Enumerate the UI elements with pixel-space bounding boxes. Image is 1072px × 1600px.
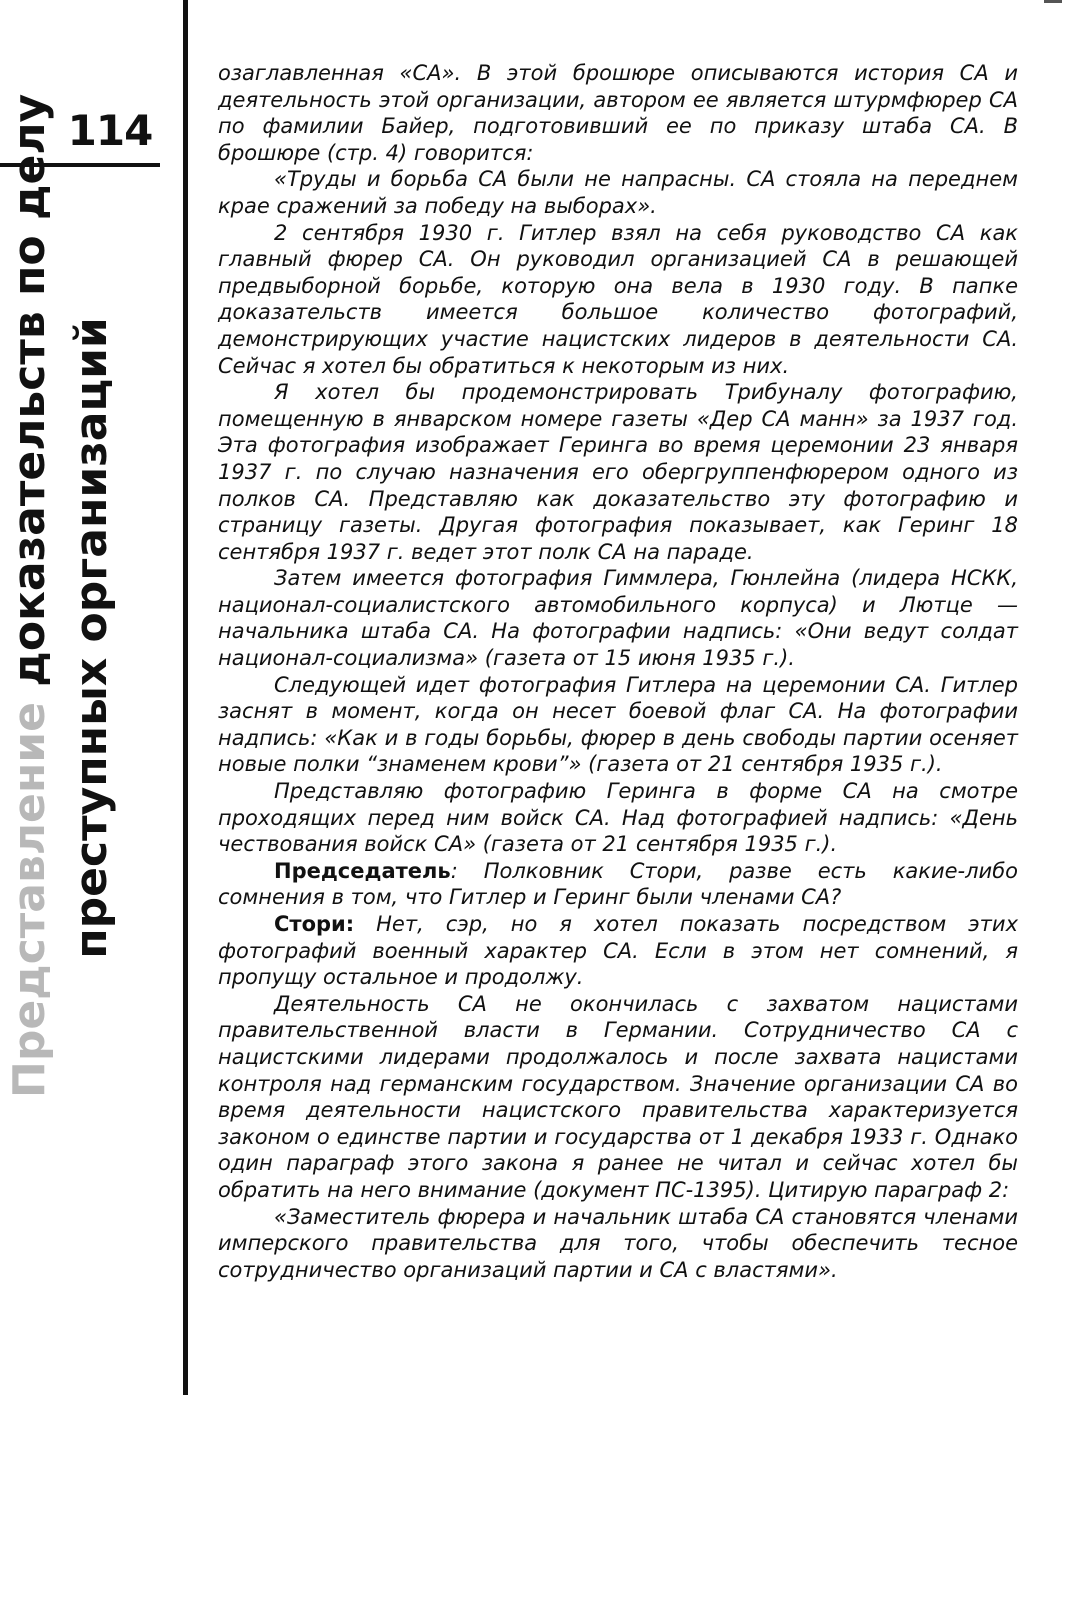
paragraph-3: 2 сентября 1930 г. Гитлер взял на себя руководство СА как главный фюрер СА. Он руководил организацией СА в решающей предвыборной борьбе, которую она вела в 1930 году. В папке доказательств имеется большое количество фотографий, демонстрирующих участие нацистских лидеров в деятельности СА. Сейчас я хотел бы обратиться к некоторым из них. [218, 220, 1018, 378]
paragraph-5: Затем имеется фотография Гиммлера, Гюнлейна (лидера НСКК, национал-социалистского автомобильного корпуса) и Лютце — начальника штаба СА. На фотографии надпись: «Они ведут солдат национал-социализма» (газета от 15 июня 1935 г.). [218, 566, 1018, 671]
paragraph-10: Деятельность СА не окончилась с захватом нацистами правительственной власти в Германии. Сотрудничество СА с нацистскими лидерами продолжалось и после захвата нацистами контроля над германским государством. Значение организации СА во время деятельности нацистского правительства характеризуется законом о единстве партии и государства от 1 декабря 1933 г. Однако один параграф этого закона я ранее не читал и сейчас хотел бы обратить на него внимание (документ ПС-1395). Цитирую параграф 2: [218, 991, 1018, 1202]
paragraph-9-text: Нет, сэр, но я хотел показать посредством этих фотографий военный характер СА. Если в этом нет сомнений, я пропущу остальное и продолжу. [218, 912, 1018, 990]
running-title-line-1 [0, 93, 61, 1098]
speaker-chairman: Председатель [274, 858, 451, 883]
paragraph-8-text: : Полковник Стори, разве есть какие-либо сомнения в том, что Гитлер и Геринг были членами СА? [218, 858, 1018, 910]
paragraph-4: Я хотел бы продемонстрировать Трибуналу фотографию, помещенную в январском номере газеты «Дер СА манн» за 1937 год. Эта фотография изображает Геринга во время церемонии 23 января 1937 г. по случаю назначения его обергруппенфюрером одного из полков СА. Представляю как доказательство эту фотографию и страницу газеты. Другая фотография показывает, как Геринг 18 сентября 1937 г. ведет этот полк СА на параде. [218, 380, 1018, 564]
running-title-line-2: преступных организаций [66, 317, 117, 959]
paragraph-1: озаглавленная «СА». В этой брошюре описываются история СА и деятельность этой организации, автором ее является штурмфюрер СА по фамилии Байер, подготовивший ее по приказу штаба СА. В брошюре (стр. 4) говорится: [218, 61, 1018, 165]
running-title-line-1-rest: доказательств по делу [4, 93, 55, 703]
paragraph-7: Представляю фотографию Геринга в форме СА на смотре проходящих перед ним войск СА. Над фотографией надпись: «День чествования войск СА» (газета от 21 сентября 1935 г.). [218, 779, 1018, 857]
page-number: 114 [67, 106, 153, 155]
paragraph-11: «Заместитель фюрера и начальник штаба СА становятся членами имперского правительства для того, чтобы обеспечить тесное сотрудничество организаций партии и СА с властями». [218, 1204, 1018, 1282]
paragraph-8 [218, 858, 1018, 911]
body-text [218, 60, 1018, 1283]
running-title-faded-word: Представление [4, 702, 55, 1098]
speaker-storey: Стори: [274, 912, 355, 936]
paragraph-2: «Труды и борьба СА были не напрасны. СА стояла на переднем крае сражений за победу на выборах». [218, 167, 1018, 218]
paragraph-9 [218, 911, 1018, 991]
vertical-divider [183, 0, 188, 1395]
scan-corner-mark [1044, 0, 1062, 3]
paragraph-6: Следующей идет фотография Гитлера на церемонии СА. Гитлер заснят в момент, когда он несет боевой флаг СА. На фотографии надпись: «Как и в годы борьбы, фюрер в день свободы партии осеняет новые полки “знаменем крови”» (газета от 21 сентября 1935 г.). [218, 672, 1018, 777]
